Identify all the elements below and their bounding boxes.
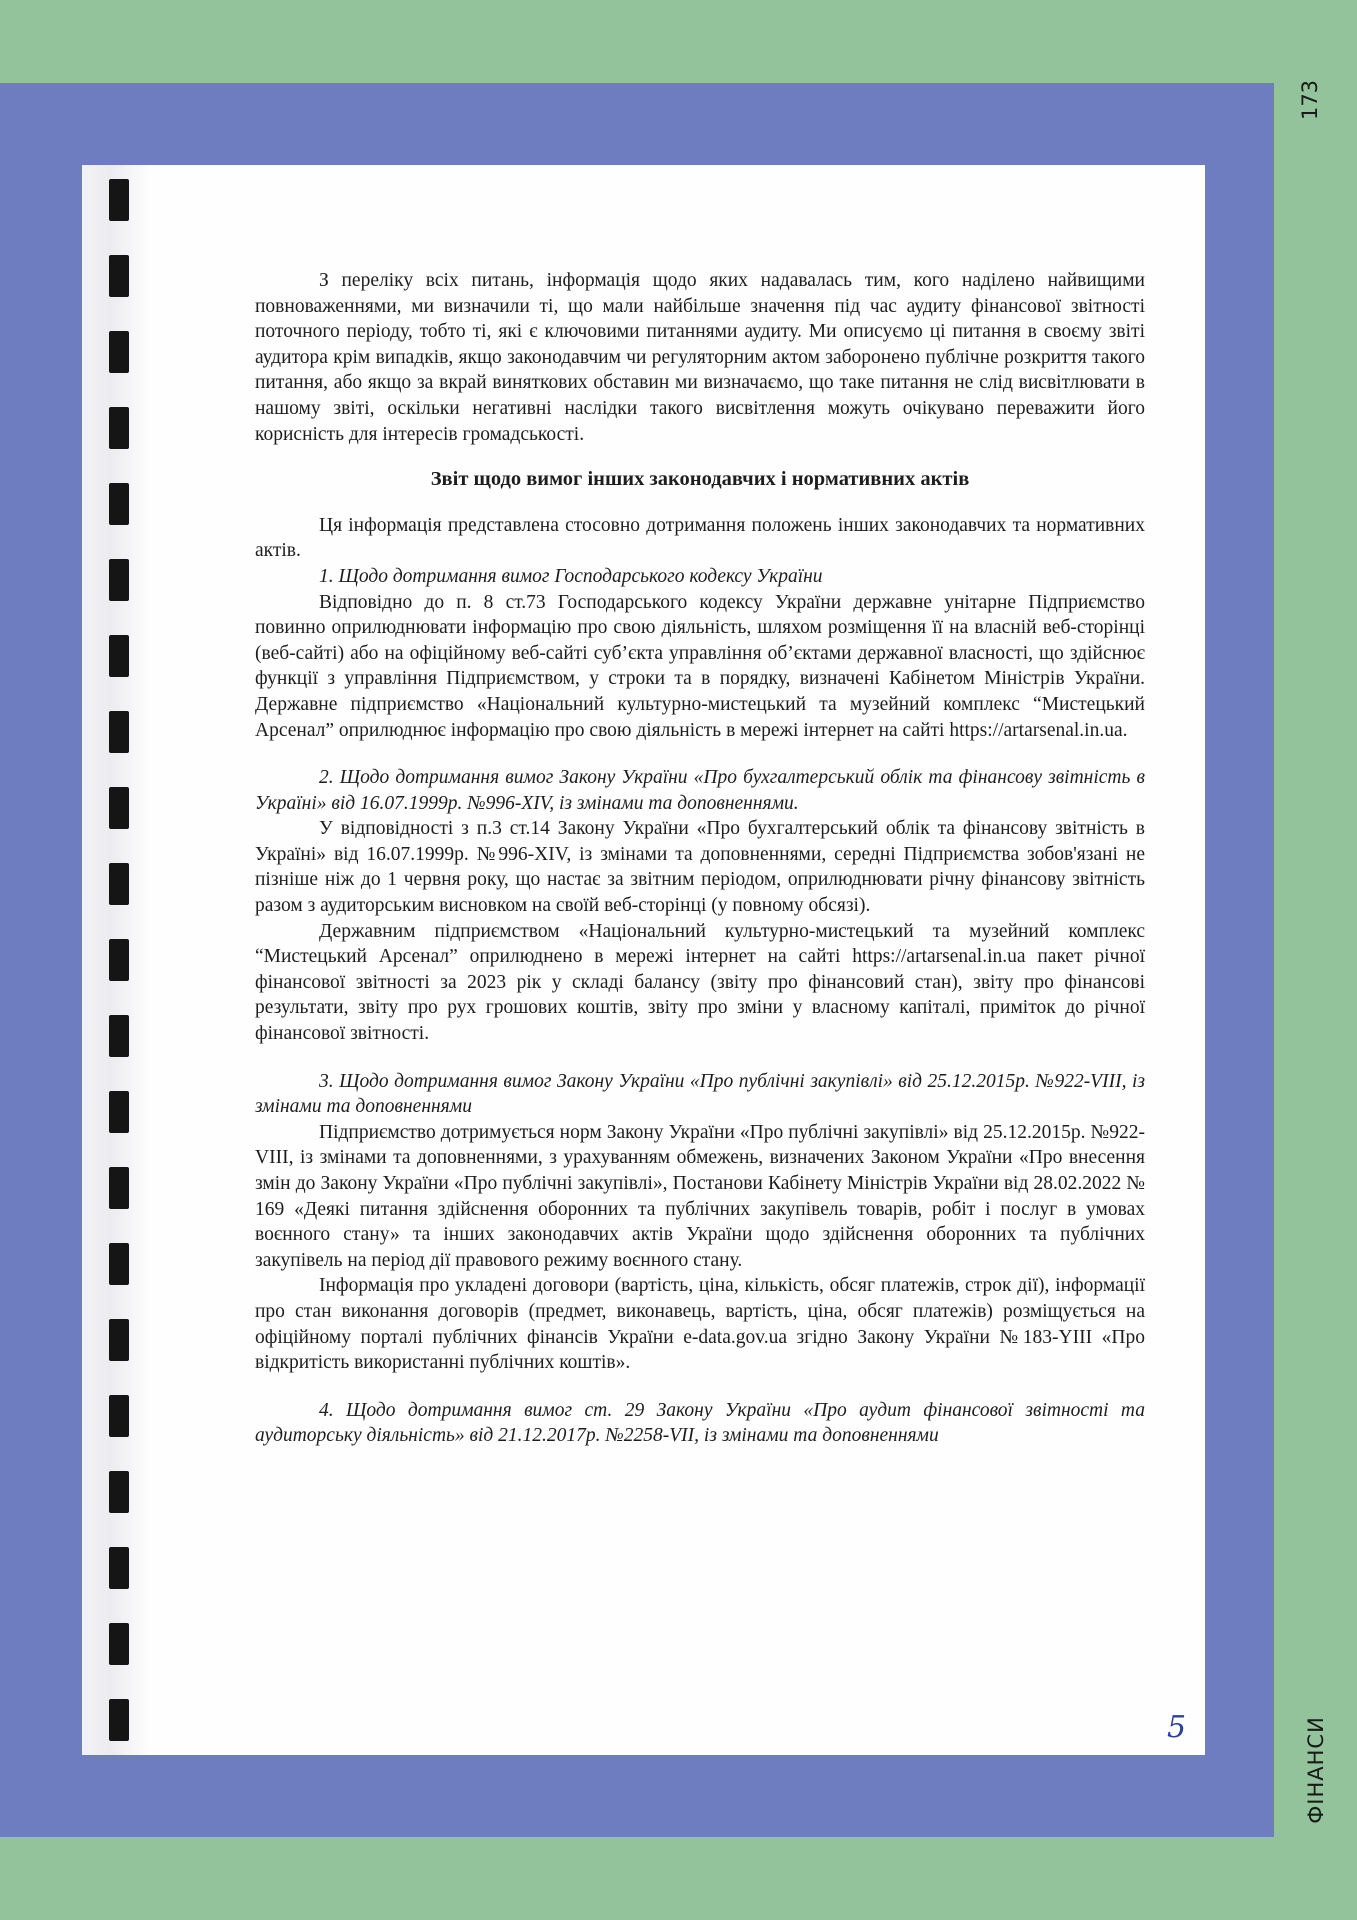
binding-hole: [109, 1395, 129, 1437]
section-2-text-2: Державним підприємством «Національний культурно-мистецький та музейний комплекс “Мистецький Арсенал” оприлюднено в мережі інтернет на сайті https://artarsenal.in.ua пакет річної фінансової звітності за 2023 рік у складі балансу (звіту про фінансовий стан), звіту про фінансові результати, звіту про рух грошових коштів, звіту про зміни у власному капіталі, приміток до річної фінансової звітності.: [255, 920, 1145, 1045]
binding-hole: [109, 711, 129, 753]
section-3-text-2: Інформація про укладені договори (вартість, ціна, кількість, обсяг платежів, строк дії), інформації про стан виконання договорів (предмет, виконавець, вартість, ціна, обсяг платежів) розміщується на офіційному порталі публічних фінансів України e-data.gov.ua згідно Закону України №183-YIII «Про відкритість використанні публічних коштів».: [255, 1275, 1145, 1374]
page-number: 173: [1298, 79, 1322, 121]
binding-hole: [109, 1243, 129, 1285]
binding-hole: [109, 1319, 129, 1361]
section-4-title: 4. Щодо дотримання вимог ст. 29 Закону України «Про аудит фінансової звітності та аудиторську діяльність» від 21.12.2017р. №2258-VII, із змінами та доповненнями: [255, 1399, 1145, 1447]
binding-hole: [109, 1167, 129, 1209]
binding-hole: [109, 331, 129, 373]
binding-hole: [109, 1547, 129, 1589]
binding-hole: [109, 1471, 129, 1513]
binding-hole: [109, 787, 129, 829]
binding-hole: [109, 179, 129, 221]
binding-hole: [109, 635, 129, 677]
section-2-text-1: У відповідності з п.3 ст.14 Закону України «Про бухгалтерський облік та фінансову звітність в Україні» від 16.07.1999р. №996-XIV, із змінами та доповненнями, середні Підприємства зобов'язані не пізніше ніж до 1 червня року, що настає за звітним періодом, оприлюднювати річну фінансову звітність разом з аудиторським висновком на своїй веб-сторінці (у повному обсязі).: [255, 818, 1145, 917]
binding-hole: [109, 559, 129, 601]
handwritten-page-number: 5: [1167, 1710, 1187, 1745]
binding-hole: [109, 1699, 129, 1741]
paragraph-intro: Ця інформація представлена стосовно дотримання положень інших законодавчих та нормативних актів.: [255, 514, 1145, 562]
binding-hole: [109, 863, 129, 905]
document-body: [255, 268, 1145, 1449]
section-1-text: Відповідно до п. 8 ст.73 Господарського кодексу України державне унітарне Підприємство повинно оприлюднювати інформацію про свою діяльність, шляхом розміщення її на власній веб-сторінці (веб-сайті) або на офіційному веб-сайті суб’єкта управління об’єктами державної власності, що здійснює функції з управління Підприємством, у строки та в порядку, визначені Кабінетом Міністрів України. Державне підприємство «Національний культурно-мистецький та музейний комплекс “Мистецький Арсенал” оприлюднює інформацію про свою діяльність в мережі інтернет на сайті https://artarsenal.in.ua.: [255, 591, 1145, 741]
binding-hole: [109, 1091, 129, 1133]
binding-hole: [109, 255, 129, 297]
section-heading: Звіт щодо вимог інших законодавчих і нормативних актів: [430, 468, 970, 491]
section-3-title: 3. Щодо дотримання вимог Закону України «Про публічні закупівлі» від 25.12.2015р. №922-VIII, із змінами та доповненнями: [255, 1070, 1145, 1118]
section-1-title: 1. Щодо дотримання вимог Господарського кодексу України: [319, 565, 823, 587]
binding-hole: [109, 407, 129, 449]
section-2-title: 2. Щодо дотримання вимог Закону України «Про бухгалтерський облік та фінансову звітність в Україні» від 16.07.1999р. №996-XIV, із змінами та доповненнями.: [255, 767, 1145, 814]
section-3-text-1: Підприємство дотримується норм Закону України «Про публічні закупівлі» від 25.12.2015р. №922-VIII, із змінами та доповненнями, з урахуванням обмежень, визначених Законом України «Про внесення змін до Закону України «Про публічні закупівлі», Постанови Кабінету Міністрів України від 28.02.2022 № 169 «Деякі питання здійснення оборонних та публічних закупівель товарів, робіт і послуг в умовах воєнного стану» та інших законодавчих актів України щодо здійснення оборонних та публічних закупівель на період дії правового режиму воєнного стану.: [255, 1121, 1145, 1271]
binding-hole: [109, 1015, 129, 1057]
binding-hole: [109, 483, 129, 525]
binding-hole: [109, 1623, 129, 1665]
paragraph-key-audit-matters: З переліку всіх питань, інформація щодо яких надавалась тим, кого наділено найвищими повноваженнями, ми визначили ті, що мали найбільше значення під час аудиту фінансової звітності поточного періоду, тобто ті, які є ключовими питаннями аудиту. Ми описуємо ці питання в своєму звіті аудитора крім випадків, якщо законодавчим чи регуляторним актом заборонено публічне розкриття такого питання, або якщо за вкрай виняткових обставин ми визначаємо, що таке питання не слід висвітлювати в нашому звіті, оскільки негативні наслідки такого висвітлення можуть очікувано переважити його корисність для інтересів громадськості.: [255, 270, 1145, 445]
section-label: ФІНАНСИ: [1303, 1716, 1328, 1824]
spiral-binding: [82, 165, 152, 1755]
binding-hole: [109, 939, 129, 981]
scanned-document: [82, 165, 1205, 1755]
